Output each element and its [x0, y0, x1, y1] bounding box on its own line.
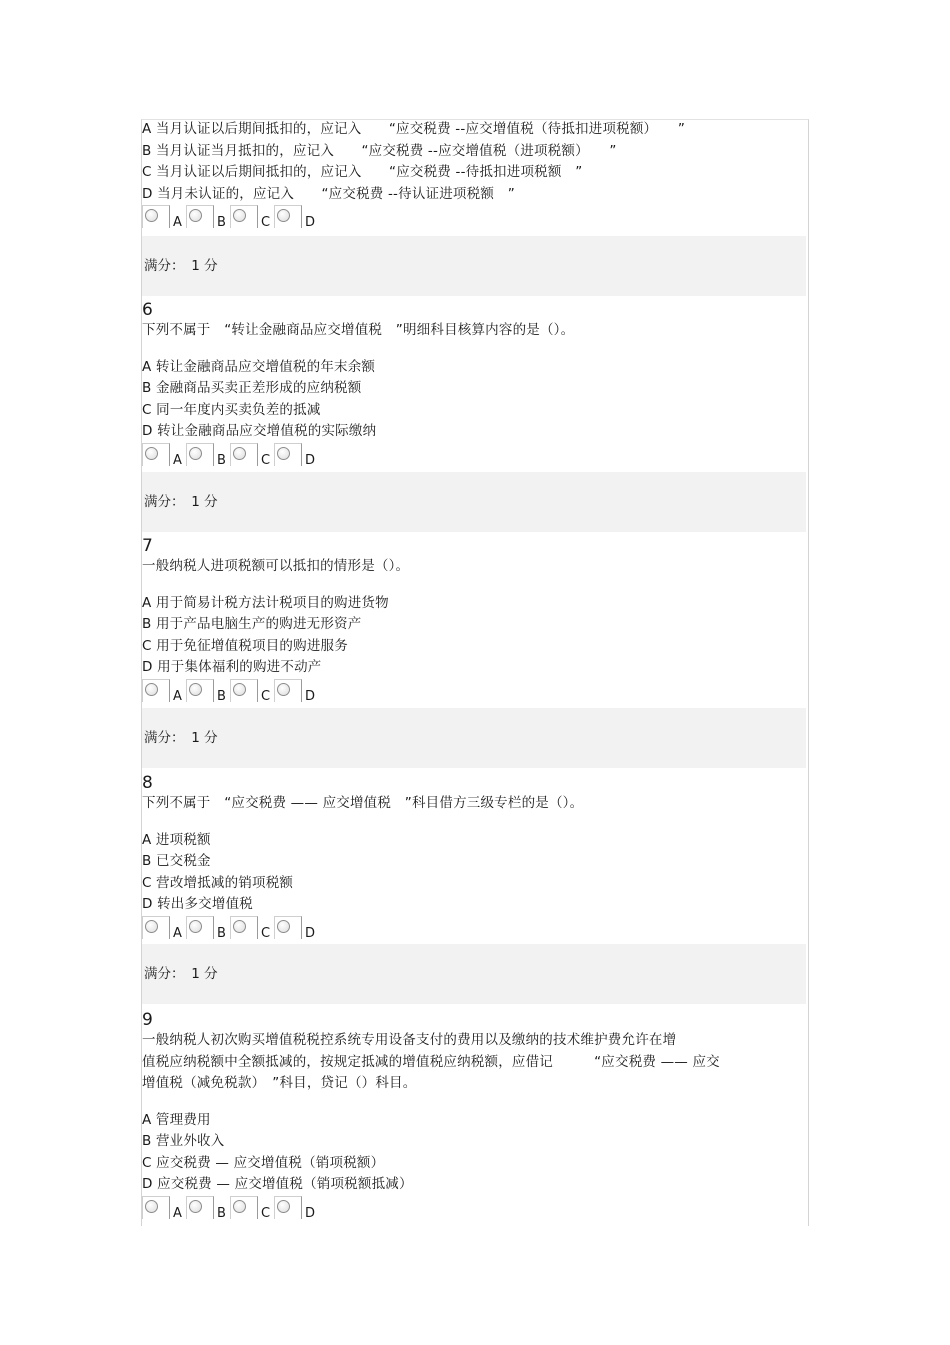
option-d: D 当月未认证的，应记入 “应交税费 --待认证进项税额 ”: [142, 185, 515, 202]
radio-circle-icon[interactable]: [277, 920, 290, 933]
radio-circle-icon[interactable]: [145, 447, 158, 460]
question-number: 9: [142, 1010, 153, 1030]
question-5: [142, 119, 806, 231]
answer-radios: [142, 916, 806, 942]
option-d: D 转出多交增值税: [142, 896, 253, 912]
radio-circle-icon[interactable]: [233, 683, 246, 696]
radio-box: [274, 1196, 302, 1219]
question-7: [142, 536, 806, 705]
question-stem: 一般纳税人进项税额可以抵扣的情形是（）。: [142, 558, 410, 574]
radio-label: D: [305, 1205, 316, 1221]
radio-box: [230, 1196, 258, 1219]
radio-circle-icon[interactable]: [233, 920, 246, 933]
option-c: C 营改增抵减的销项税额: [142, 874, 294, 891]
option-a: A 当月认证以后期间抵扣的，应记入 “应交税费 --应交增值税（待抵扣进项税额） ”: [142, 121, 686, 137]
radio-label: D: [305, 215, 316, 230]
option-a: A 用于简易计税方法计税项目的购进货物: [142, 594, 389, 611]
radio-circle-icon[interactable]: [233, 209, 246, 222]
answer-radios: [142, 443, 806, 469]
radio-circle-icon[interactable]: [189, 920, 202, 933]
radio-label: A: [173, 925, 182, 941]
radio-box: [142, 1196, 170, 1219]
radio-label: A: [173, 452, 182, 468]
radio-box: [274, 443, 302, 466]
option-d: D 转让金融商品应交增值税的实际缴纳: [142, 423, 377, 439]
radio-box: [186, 443, 214, 466]
radio-label: B: [217, 215, 226, 230]
answer-radios: [142, 1196, 806, 1222]
radio-label: A: [173, 215, 182, 230]
radio-label: D: [305, 452, 316, 468]
radio-label: D: [305, 925, 316, 941]
radio-box: [274, 205, 302, 228]
radio-box: [142, 205, 170, 228]
option-d: D 应交税费 — 应交增值税（销项税额抵减）: [142, 1176, 413, 1192]
radio-label: D: [305, 688, 316, 704]
option-d: D 用于集体福利的购进不动产: [142, 659, 322, 675]
option-b: B 已交税金: [142, 853, 211, 869]
radio-circle-icon[interactable]: [233, 447, 246, 460]
radio-box: [230, 205, 258, 228]
radio-circle-icon[interactable]: [145, 1200, 158, 1213]
radio-box: [274, 916, 302, 939]
question-stem: 一般纳税人初次购买增值税税控系统专用设备支付的费用以及缴纳的技术维护费允许在增: [142, 1032, 677, 1048]
radio-label: B: [217, 925, 226, 941]
radio-label: C: [261, 925, 271, 941]
radio-circle-icon[interactable]: [145, 209, 158, 222]
radio-circle-icon[interactable]: [277, 1200, 290, 1213]
option-a: A 转让金融商品应交增值税的年末余额: [142, 358, 376, 375]
answer-radios: [142, 679, 806, 705]
radio-circle-icon[interactable]: [189, 209, 202, 222]
radio-label: B: [217, 452, 226, 468]
score-label: 满分： 1 分: [142, 472, 806, 532]
radio-box: [186, 679, 214, 702]
radio-circle-icon[interactable]: [277, 209, 290, 222]
question-9: [142, 1010, 806, 1222]
radio-box: [186, 916, 214, 939]
radio-label: A: [173, 1205, 182, 1221]
question-stem: 下列不属于 “转让金融商品应交增值税 ”明细科目核算内容的是（）。: [142, 322, 575, 338]
radio-box: [142, 443, 170, 466]
radio-circle-icon[interactable]: [145, 920, 158, 933]
radio-circle-icon[interactable]: [189, 1200, 202, 1213]
radio-circle-icon[interactable]: [189, 683, 202, 696]
radio-box: [142, 916, 170, 939]
question-number: 7: [142, 536, 153, 556]
radio-box: [186, 1196, 214, 1219]
option-b: B 金融商品买卖正差形成的应纳税额: [142, 380, 362, 396]
radio-circle-icon[interactable]: [145, 683, 158, 696]
option-b: B 营业外收入: [142, 1133, 225, 1149]
radio-box: [230, 916, 258, 939]
question-number: 6: [142, 300, 153, 320]
question-8: [142, 773, 806, 942]
option-c: C 应交税费 — 应交增值税（销项税额）: [142, 1154, 385, 1171]
answer-radios: [142, 205, 806, 231]
radio-box: [230, 679, 258, 702]
option-a: A 管理费用: [142, 1111, 211, 1128]
radio-box: [142, 679, 170, 702]
question-stem: 增值税（减免税款） ”科目，贷记（）科目。: [142, 1075, 417, 1091]
radio-circle-icon[interactable]: [277, 447, 290, 460]
radio-label: A: [173, 688, 182, 704]
option-c: C 用于免征增值税项目的购进服务: [142, 637, 348, 654]
radio-circle-icon[interactable]: [189, 447, 202, 460]
option-c: C 同一年度内买卖负差的抵减: [142, 401, 321, 418]
score-label: 满分： 1 分: [142, 708, 806, 768]
score-label: 满分： 1 分: [142, 236, 806, 296]
radio-circle-icon[interactable]: [233, 1200, 246, 1213]
radio-label: B: [217, 1205, 226, 1221]
question-stem: 值税应纳税额中全额抵减的，按规定抵减的增值税应纳税额，应借记 “应交税费 —— 应交: [142, 1053, 720, 1070]
radio-label: C: [261, 215, 271, 230]
radio-box: [230, 443, 258, 466]
radio-circle-icon[interactable]: [277, 683, 290, 696]
score-label: 满分： 1 分: [142, 944, 806, 1004]
radio-label: B: [217, 688, 226, 704]
option-b: B 用于产品电脑生产的购进无形资产: [142, 616, 362, 632]
option-b: B 当月认证当月抵扣的，应记入 “应交税费 --应交增值税（进项税额） ”: [142, 142, 617, 159]
radio-label: C: [261, 1205, 271, 1221]
option-a: A 进项税额: [142, 831, 211, 848]
option-c: C 当月认证以后期间抵扣的，应记入 “应交税费 --待抵扣进项税额 ”: [142, 164, 583, 180]
radio-label: C: [261, 452, 271, 468]
question-6: [142, 300, 806, 469]
radio-box: [186, 205, 214, 228]
question-stem: 下列不属于 “应交税费 —— 应交增值税 ”科目借方三级专栏的是（）。: [142, 795, 584, 811]
radio-box: [274, 679, 302, 702]
question-number: 8: [142, 773, 153, 793]
radio-label: C: [261, 688, 271, 704]
